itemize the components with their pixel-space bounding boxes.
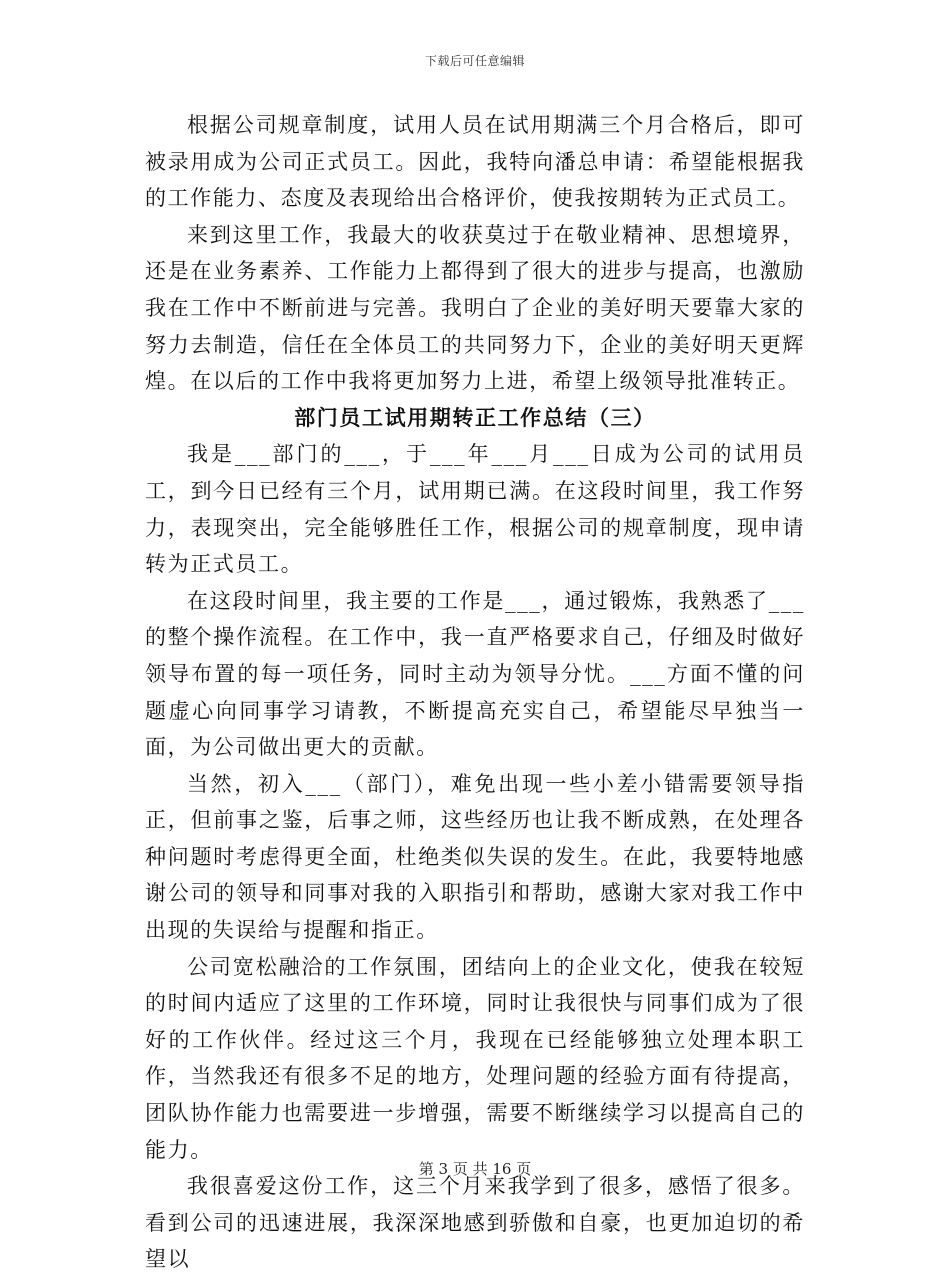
paragraph: 我很喜爱这份工作，这三个月来我学到了很多，感悟了很多。看到公司的迅速进展，我深深地感到骄傲和自豪，也更加迫切的希望以 <box>145 1174 805 1272</box>
document-body <box>145 107 805 1278</box>
paragraph: 在这段时间里，我主要的工作是___，通过锻炼，我熟悉了___的整个操作流程。在工作中，我一直严格要求自己，仔细及时做好领导布置的每一项任务，同时主动为领导分忧。___方面不懂的问题虚心向同事学习请教，不断提高充实自己，希望能尽早独当一面，为公司做出更大的贡献。 <box>145 588 805 760</box>
paragraph: 来到这里工作，我最大的收获莫过于在敬业精神、思想境界，还是在业务素养、工作能力上都得到了很大的进步与提高，也激励我在工作中不断前进与完善。我明白了企业的美好明天要靠大家的努力去制造，信任在全体员工的共同努力下，企业的美好明天更辉煌。在以后的工作中我将更加努力上进，希望上级领导批准转正。 <box>145 222 805 394</box>
paragraph: 根据公司规章制度，试用人员在试用期满三个月合格后，即可被录用成为公司正式员工。因此，我特向潘总申请：希望能根据我的工作能力、态度及表现给出合格评价，使我按期转为正式员工。 <box>145 113 805 211</box>
section-title: 部门员工试用期转正工作总结（三） <box>294 404 656 430</box>
header-note: 下载后可任意编辑 <box>424 54 525 68</box>
paragraph: 当然，初入___（部门），难免出现一些小差小错需要领导指正，但前事之鉴，后事之师，这些经历也让我不断成熟，在处理各种问题时考虑得更全面，杜绝类似失误的发生。在此，我要特地感谢公司的领导和同事对我的入职指引和帮助，感谢大家对我工作中出现的失误给与提醒和指正。 <box>145 771 805 943</box>
page-number: 第 3 页 共 16 页 <box>418 1160 532 1178</box>
paragraph: 公司宽松融洽的工作氛围，团结向上的企业文化，使我在较短的时间内适应了这里的工作环境，同时让我很快与同事们成为了很好的工作伙伴。经过这三个月，我现在已经能够独立处理本职工作，当然我还有很多不足的地方，处理问题的经验方面有待提高，团队协作能力也需要进一步增强，需要不断继续学习以提高自己的能力。 <box>145 954 805 1162</box>
paragraph: 我是___部门的___，于___年___月___日成为公司的试用员工，到今日已经有三个月，试用期已满。在这段时间里，我工作努力，表现突出，完全能够胜任工作，根据公司的规章制度，现申请转为正式员工。 <box>145 442 805 577</box>
